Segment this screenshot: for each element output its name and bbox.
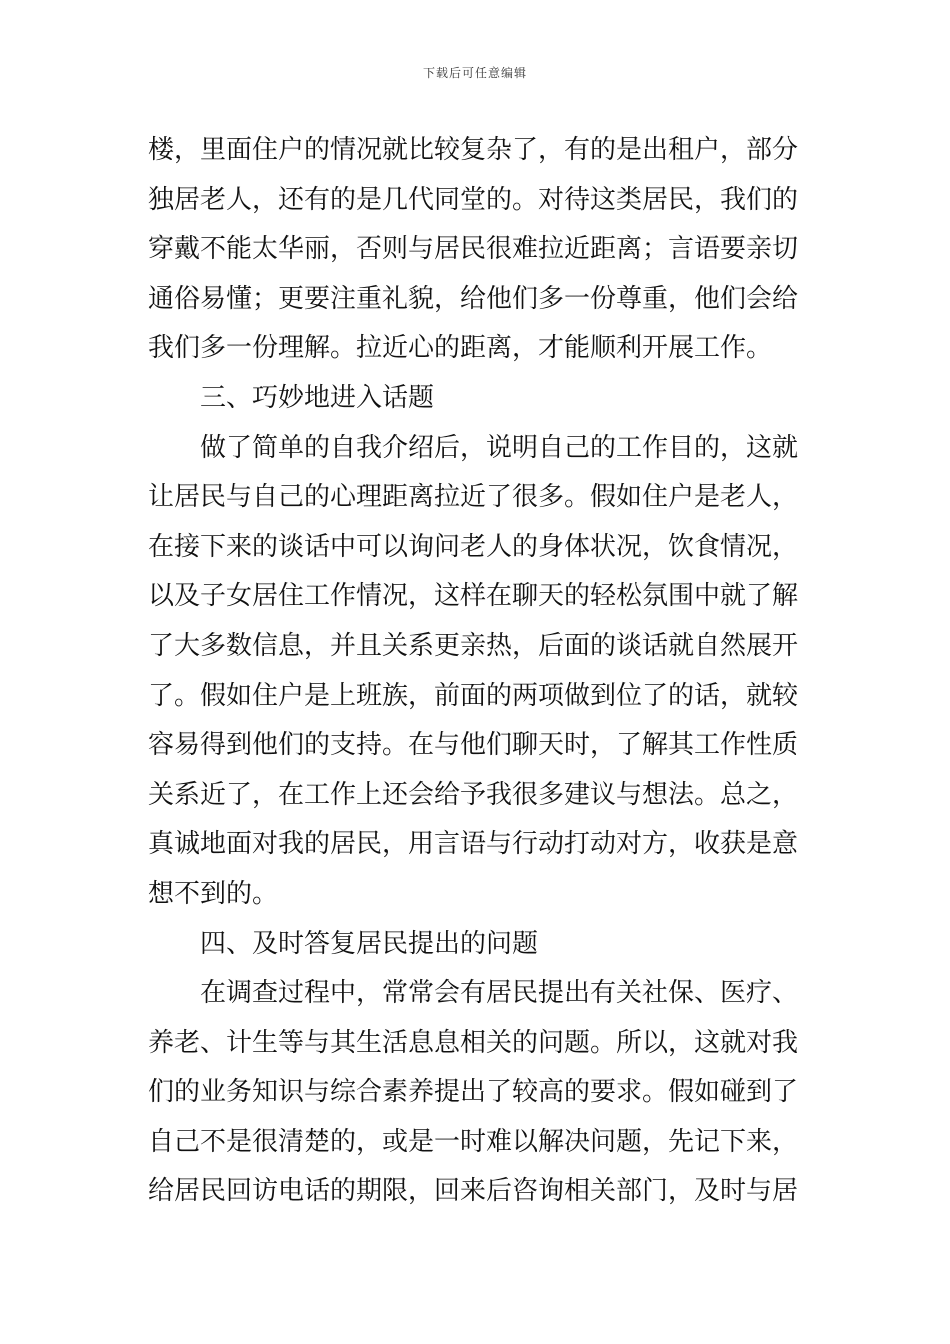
text-line: 做了简单的自我介绍后，说明自己的工作目的，这就	[200, 432, 799, 463]
text-line: 了大多数信息，并且关系更亲热，后面的谈话就自然展开	[148, 630, 799, 661]
text-line: 在调查过程中，常常会有居民提出有关社保、医疗、	[200, 978, 799, 1009]
text-line: 了。假如住户是上班族，前面的两项做到位了的话，就较	[148, 680, 799, 711]
text-line: 穿戴不能太华丽，否则与居民很难拉近距离；言语要亲切	[148, 234, 799, 265]
text-line: 想不到的。	[148, 878, 279, 909]
page-header: 下载后可任意编辑	[422, 66, 527, 80]
section-heading: 三、巧妙地进入话题	[200, 382, 435, 413]
text-line: 在接下来的谈话中可以询问老人的身体状况，饮食情况，	[148, 531, 799, 562]
text-line: 以及子女居住工作情况，这样在聊天的轻松氛围中就了解	[148, 581, 799, 612]
text-line: 容易得到他们的支持。在与他们聊天时，了解其工作性质	[148, 730, 799, 761]
text-line: 自己不是很清楚的，或是一时难以解决问题，先记下来，	[148, 1126, 799, 1157]
body-text	[148, 126, 808, 1217]
text-line: 楼，里面住户的情况就比较复杂了，有的是出租户，部分	[148, 135, 799, 165]
text-line: 们的业务知识与综合素养提出了较高的要求。假如碰到了	[148, 1077, 799, 1108]
text-line: 通俗易懂；更要注重礼貌，给他们多一份尊重，他们会给	[148, 283, 799, 314]
text-line: 真诚地面对我的居民，用言语与行动打动对方，收获是意	[148, 829, 799, 860]
text-line: 让居民与自己的心理距离拉近了很多。假如住户是老人，	[148, 482, 799, 513]
section-heading: 四、及时答复居民提出的问题	[200, 928, 539, 959]
text-line: 关系近了，在工作上还会给予我很多建议与想法。总之，	[148, 779, 799, 810]
text-line: 养老、计生等与其生活息息相关的问题。所以，这就对我	[148, 1027, 799, 1058]
text-line: 独居老人，还有的是几代同堂的。对待这类居民，我们的	[148, 184, 799, 215]
text-line: 我们多一份理解。拉近心的距离，才能顺利开展工作。	[148, 333, 773, 364]
text-line: 给居民回访电话的期限，回来后咨询相关部门，及时与居	[148, 1176, 799, 1207]
